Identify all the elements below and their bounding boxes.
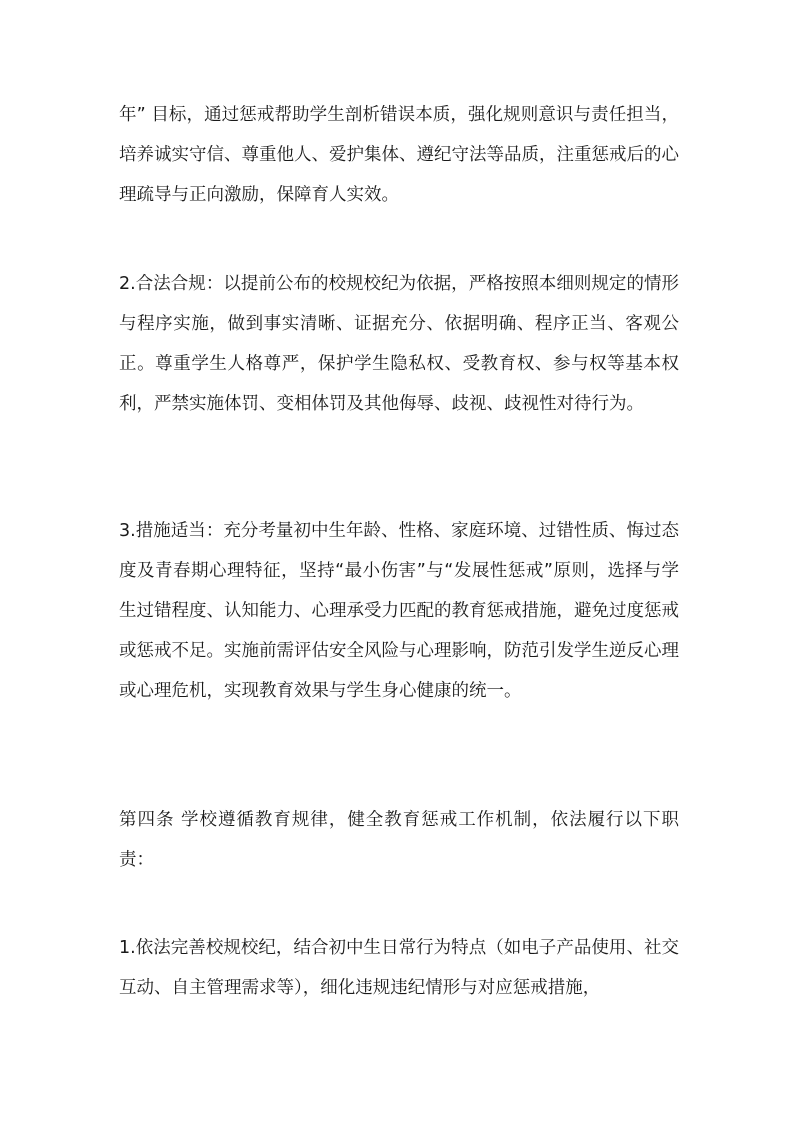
paragraph-duty-one: 1.依法完善校规校纪，结合初中生日常行为特点（如电子产品使用、社交互动、自主管理需求等），细化违规违纪情形与对应惩戒措施， — [119, 938, 679, 998]
paragraph-principle-appropriate: 3.措施适当：充分考量初中生年龄、性格、家庭环境、过错性质、悔过态度及青春期心理特征，坚持“最小伤害”与“发展性惩戒”原则，选择与学生过错程度、认知能力、心理承受力匹配的教育惩戒措施，避免过度惩戒或惩戒不足。实施前需评估安全风险与心理影响，防范引发学生逆反心理或心理危机，实现教育效果与学生身心健康的统一。 — [119, 521, 679, 701]
paragraph-goal-continuation: 年” 目标，通过惩戒帮助学生剖析错误本质，强化规则意识与责任担当，培养诚实守信、尊重他人、爱护集体、遵纪守法等品质，注重惩戒后的心理疏导与正向激励，保障育人实效。 — [119, 105, 679, 205]
paragraph-article-four: 第四条 学校遵循教育规律，健全教育惩戒工作机制，依法履行以下职责： — [119, 810, 679, 870]
paragraph-principle-lawful: 2.合法合规：以提前公布的校规校纪为依据，严格按照本细则规定的情形与程序实施，做到事实清晰、证据充分、依据明确、程序正当、客观公正。尊重学生人格尊严，保护学生隐私权、受教育权、参与权等基本权利，严禁实施体罚、变相体罚及其他侮辱、歧视、歧视性对待行为。 — [119, 274, 679, 414]
